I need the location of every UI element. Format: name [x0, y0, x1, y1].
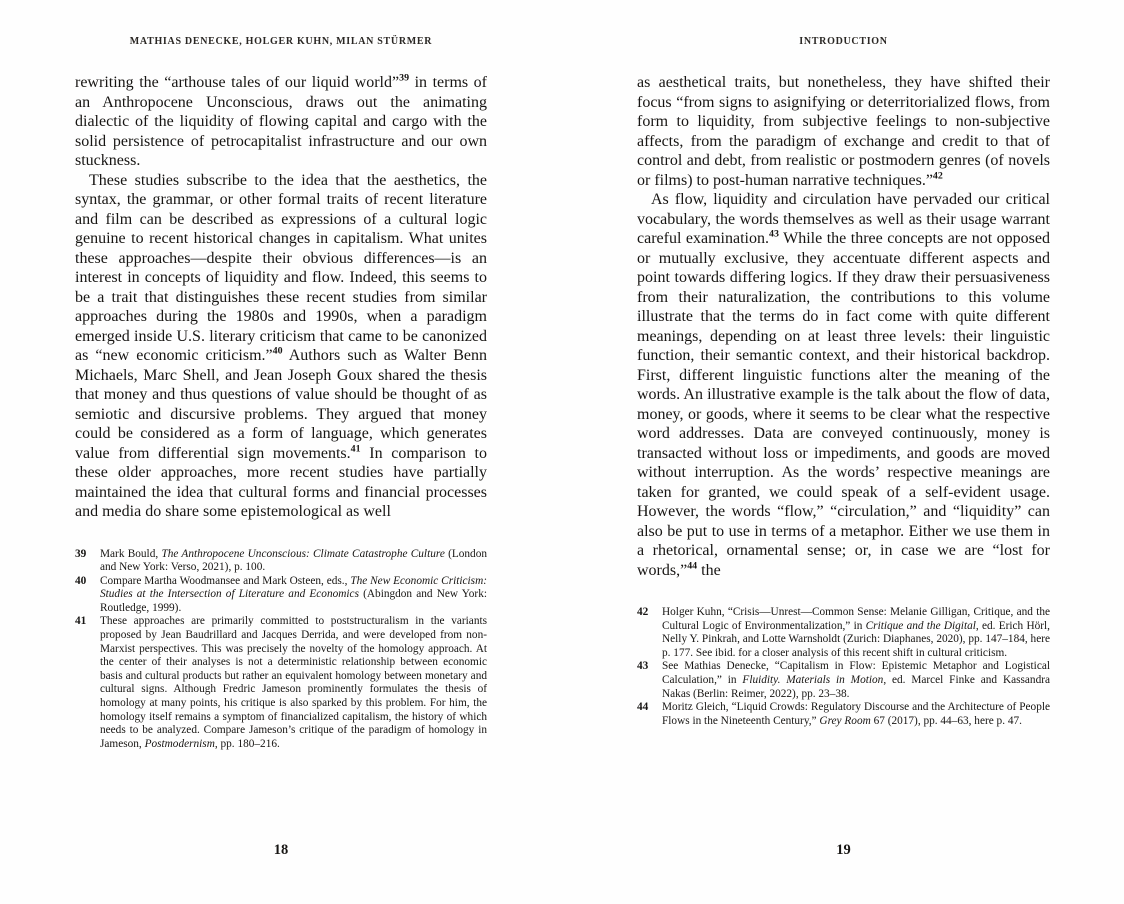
paragraph: as aesthetical traits, but nonetheless, they have shifted their focus “from signs to asignifying or deterritorialized flows, from form to liquidity, from subjective feelings to non-subjective affects, from the paradigm of exchange and credit to that of control and debt, from realistic or postmodern genres (of novels or films) to post-human narrative techniques.”$^{42}$	[637, 74, 1050, 189]
footnotes-right	[637, 606, 1050, 728]
footnote-text: Compare Martha Woodmansee and Mark Osteen, eds., The New Economic Criticism: Studies at the Intersection of Literature and Economics (Abingdon and New York: Routledge, 1999).	[100, 574, 487, 614]
footnote-text: Holger Kuhn, “Crisis—Unrest—Common Sense: Melanie Gilligan, Critique, and the Cultural Logic of Environmentalization,” in Critique and the Digital, ed. Erich Hörl, Nelly Y. Pinkrah, and Lotte Warnsholdt (Zurich: Diaphanes, 2020), pp. 147–184, here p. 177. See ibid. for a closer analysis of this recent shift in cultural criticism.	[662, 606, 1050, 659]
footnote-text: See Mathias Denecke, “Capitalism in Flow: Epistemic Metaphor and Logistical Calculation,” in Fluidity. Materials in Motion, ed. Marcel Finke and Kassandra Nakas (Berlin: Reimer, 2022), pp. 23–38.	[662, 660, 1050, 700]
running-head-authors: MATHIAS DENECKE, HOLGER KUHN, MILAN STÜRMER	[129, 36, 433, 47]
running-head-chapter: INTRODUCTION	[799, 36, 888, 47]
paragraph: As flow, liquidity and circulation have pervaded our critical vocabulary, the words themselves as well as their usage warrant careful examination.$^{43}$ While the three concepts are not opposed or mutually exclusive, they accentuate different aspects and point towards differing logics. If they draw their persuasiveness from their naturalization, the contributions to this volume illustrate that the terms do in fact come with quite different meanings, depending on at least three levels: their linguistic function, their semantic context, and their historical backdrop. First, different linguistic functions alter the meaning of the words. An illustrative example is the talk about the flow of data, money, or goods, where it seems to be clear what the respective word addresses. Data are conveyed continuously, money is transacted without loss or impediments, and goods are moved without interruption. As the words’ respective meanings are taken for granted, we could speak of a self-evident usage. However, the words “flow,” “circulation,” and “liquidity” can also be put to use in terms of a metaphor. Either we use them in a rhetorical, ornamental sense; or, in case we are “lost for words,”$^{44}$ the	[637, 191, 1051, 579]
footnote-number: 43	[637, 660, 649, 673]
footnote-number: 39	[75, 547, 87, 560]
footnote-text: Moritz Gleich, “Liquid Crowds: Regulatory Discourse and the Architecture of People Flows in the Nineteenth Century,” Grey Room 67 (2017), pp. 44–63, here p. 47.	[662, 701, 1050, 727]
footnote-text: Mark Bould, The Anthropocene Unconscious: Climate Catastrophe Culture (London and New York: Verso, 2021), p. 100.	[100, 547, 488, 574]
footnote-number: 44	[637, 701, 649, 714]
footnote	[75, 575, 487, 616]
footnote-text: These approaches are primarily committed to poststructuralism in the variants proposed by Jean Baudrillard and Jacques Derrida, and were developed from non-Marxist perspectives. This was precisely the novelty of the homology approach. At the center of their analyses is not a deterministic relationship between economic basis and cultural products but rather an equivalent homology between monetary and cultural signs. Although Fredric Jameson prominently formulates the thesis of homology at many points, his critique is also sparked by this problem. For him, the homology itself remains a symptom of financialized capitalism, the history of which needs to be analyzed. Compare Jameson’s critique of the paradigm of homology in Jameson, Postmodernism, pp. 180–216.	[100, 615, 487, 750]
footnote	[637, 606, 1050, 660]
body-text-right	[637, 73, 1050, 580]
paragraph: rewriting the “arthouse tales of our liquid world”$^{39}$ in terms of an Anthropocene Unconscious, draws out the animating dialectic of the liquidity of flowing capital and cargo with the solid persistence of petrocapitalist infrastructure and our own stuckness.	[75, 72, 487, 169]
page-number-left: 18	[273, 842, 289, 858]
page-right	[637, 0, 1050, 904]
footnote-number: 40	[75, 574, 87, 587]
body-text-left	[75, 73, 487, 522]
footnote	[637, 660, 1050, 701]
footnotes-left	[75, 548, 487, 752]
footnote	[75, 548, 487, 575]
page-number-right: 19	[836, 842, 851, 858]
footnote	[637, 701, 1050, 728]
page-left	[75, 0, 487, 904]
paragraph: These studies subscribe to the idea that the aesthetics, the syntax, the grammar, or other formal traits of recent literature and film can be described as expressions of a cultural logic genuine to recent historical changes in capitalism. What unites these approaches—despite their obvious differences—is an interest in concepts of liquidity and flow. Indeed, this seems to be a trait that distinguishes these recent studies from similar approaches during the 1980s and 1990s, when a paradigm emerged inside U.S. literary criticism that came to be canonized as “new economic criticism.”$^{40}$ Authors such as Walter Benn Michaels, Marc Shell, and Jean Joseph Goux shared the thesis that money and thus questions of value should be thought of as semiotic and discursive problems. They argued that money could be considered as a form of language, which generates value from differential sign movements.$^{41}$ In comparison to these older approaches, more recent studies have partially maintained the idea that cultural forms and financial processes and media do share some epistemological as well	[75, 171, 487, 520]
footnote-number: 41	[75, 615, 87, 628]
footnote	[75, 615, 487, 751]
footnote-number: 42	[637, 606, 649, 618]
